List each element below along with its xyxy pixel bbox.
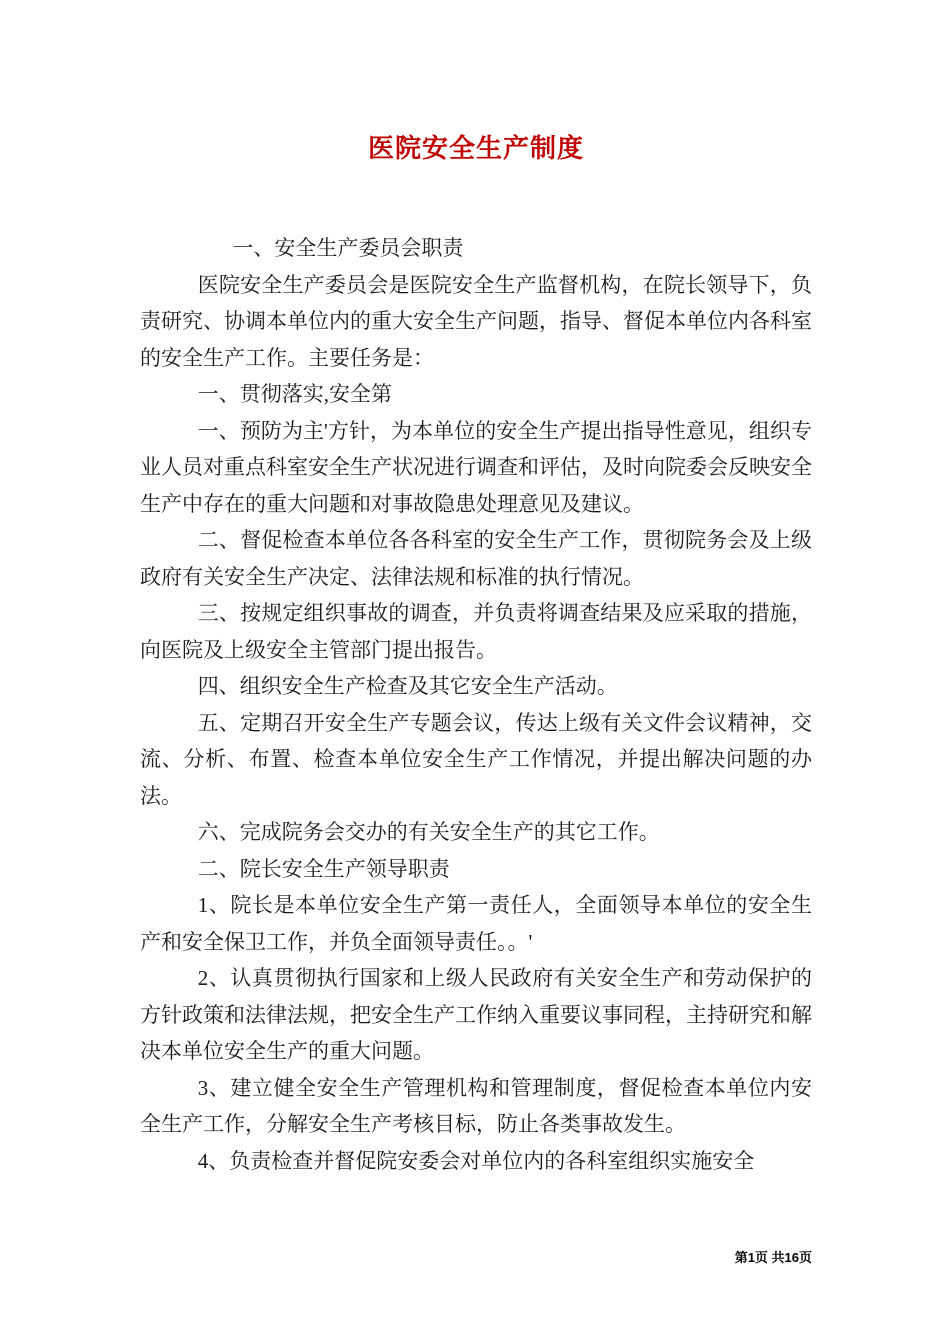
paragraph: 一、贯彻落实,安全第 xyxy=(197,382,392,406)
page-title: 医院安全生产制度 xyxy=(367,134,584,163)
section-heading: 一、安全生产委员会职责 xyxy=(232,236,464,260)
paragraph: 一、预防为主'方针，为本单位的安全生产提出指导性意见，组织专业人员对重点科室安全生产状况进行调查和评估，及时向院委会反映安全生产中存在的重大问题和对事故隐患处理意见及建议。 xyxy=(140,418,812,516)
paragraph: 二、督促检查本单位各各科室的安全生产工作，贯彻院务会及上级政府有关安全生产决定、法律法规和标准的执行情况。 xyxy=(140,528,812,589)
paragraph: 五、定期召开安全生产专题会议，传达上级有关文件会议精神，交流、分析、布置、检查本单位安全生产工作情况，并提出解决问题的办法。 xyxy=(140,710,812,808)
document-body xyxy=(140,230,812,1179)
paragraph: 1、院长是本单位安全生产第一责任人，全面领导本单位的安全生产和安全保卫工作，并负全面领导责任。。' xyxy=(140,893,812,954)
section-heading: 二、院长安全生产领导职责 xyxy=(197,856,450,881)
document-content xyxy=(140,132,812,1179)
paragraph: 医院安全生产委员会是医院安全生产监督机构，在院长领导下，负责研究、协调本单位内的重大安全生产问题，指导、督促本单位内各科室的安全生产工作。主要任务是： xyxy=(140,272,812,370)
page-footer: 第1页 共16页 xyxy=(734,1250,812,1265)
paragraph: 四、组织安全生产检查及其它安全生产活动。 xyxy=(197,674,618,698)
paragraph: 三、按规定组织事故的调查，并负责将调查结果及应采取的措施，向医院及上级安全主管部门提出报告。 xyxy=(140,601,812,662)
paragraph: 2、认真贯彻执行国家和上级人民政府有关安全生产和劳动保护的方针政策和法律法规，把安全生产工作纳入重要议事同程，主持研究和解决本单位安全生产的重大问题。 xyxy=(140,966,812,1063)
paragraph: 六、完成院务会交办的有关安全生产的其它工作。 xyxy=(197,820,660,844)
paragraph: 3、建立健全安全生产管理机构和管理制度，督促检查本单位内安全生产工作，分解安全生产考核目标，防止各类事故发生。 xyxy=(140,1075,812,1136)
paragraph: 4、负责检查并督促院安委会对单位内的各科室组织实施安全 xyxy=(197,1148,755,1173)
